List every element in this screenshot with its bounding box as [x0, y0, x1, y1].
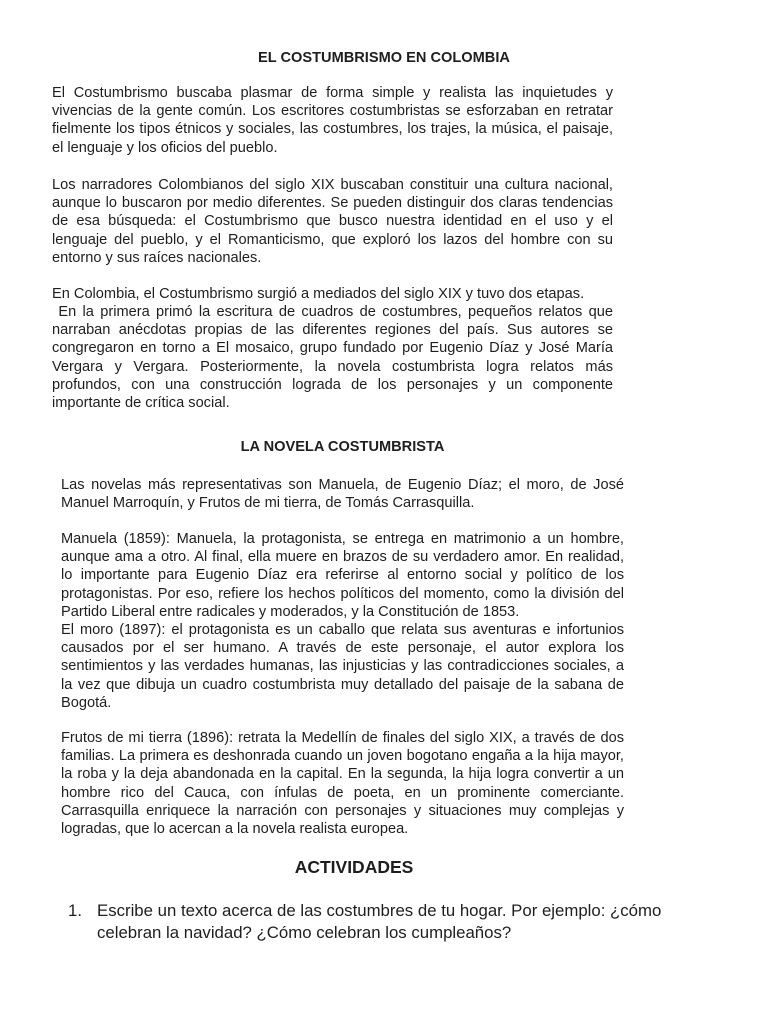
intro-paragraph-2: Los narradores Colombianos del siglo XIX buscaban constituir una cultura nacional, aunque lo buscaron por medio diferentes. Se pueden distinguir dos claras tendencias de esa búsqueda: el Costumbrismo que busco nuestra identidad en el uso y el lenguaje del pueblo, y el Romanticismo, que exploró los lazos del hombre con su entorno y sus raíces nacionales. [52, 177, 613, 266]
section-paragraph-2: Manuela (1859): Manuela, la protagonista, se entrega en matrimonio a un hombre, aunque ama a otro. Al final, ella muere en brazos de su verdadero amor. En realidad, lo importante para Eugenio Díaz era referirse al entorno social y político de los protagonistas. Por eso, refiere los hechos políticos del momento, como la división del Partido Liberal entre radicales y moderados, y la Constitución de 1853. [61, 531, 624, 620]
section-title: LA NOVELA COSTUMBRISTA [240, 439, 445, 455]
activity-number: 1. [68, 901, 82, 920]
intro-paragraph-3: En Colombia, el Costumbrismo surgió a mediados del siglo XIX y tuvo dos etapas. [52, 286, 585, 302]
activities-list [68, 900, 708, 944]
intro-paragraph-1: El Costumbrismo buscaba plasmar de forma simple y realista las inquietudes y vivencias de la gente común. Los escritores costumbristas se esforzaban en retratar fielmente los tipos étnicos y sociales, las costumbres, los trajes, la música, el paisaje, el lenguaje y los oficios del pueblo. [52, 85, 613, 156]
activity-text: Escribe un texto acerca de las costumbres de tu hogar. Por ejemplo: ¿cómo celebran la navidad? ¿Cómo celebran los cumpleaños? [97, 901, 662, 942]
document-title: EL COSTUMBRISMO EN COLOMBIA [258, 50, 510, 66]
section-paragraph-3: El moro (1897): el protagonista es un caballo que relata sus aventuras e infortunios causados por el ser humano. A través de este personaje, el autor explora los sentimientos y las verdades humanas, las injusticias y las contradicciones sociales, a la vez que dibuja un cuadro costumbrista muy detallado del paisaje de la sabana de Bogotá. [61, 622, 624, 711]
section-paragraph-4: Frutos de mi tierra (1896): retrata la Medellín de finales del siglo XIX, a través de dos familias. La primera es deshonrada cuando un joven bogotano engaña a la hija mayor, la roba y la deja abandonada en la capital. En la segunda, la hija logra convertir a un hombre rico del Cauca, con ínfulas de poeta, en un prominente comerciante. Carrasquilla enriquece la narración con personajes y situaciones muy complejas y logradas, que lo acercan a la novela realista europea. [61, 730, 624, 838]
activity-item [68, 900, 708, 944]
intro-paragraph-4: En la primera primó la escritura de cuadros de costumbres, pequeños relatos que narraban anécdotas propias de las diferentes regiones del país. Sus autores se congregaron en torno a El mosaico, grupo fundado por Eugenio Díaz y José María Vergara y Vergara. Posteriormente, la novela costumbrista logra relatos más profundos, con una construcción lograda de los personajes y un componente importante de crítica social. [52, 304, 618, 412]
activities-title: ACTIVIDADES [294, 857, 414, 877]
section-paragraph-1: Las novelas más representativas son Manuela, de Eugenio Díaz; el moro, de José Manuel Marroquín, y Frutos de mi tierra, de Tomás Carrasquilla. [61, 477, 624, 512]
